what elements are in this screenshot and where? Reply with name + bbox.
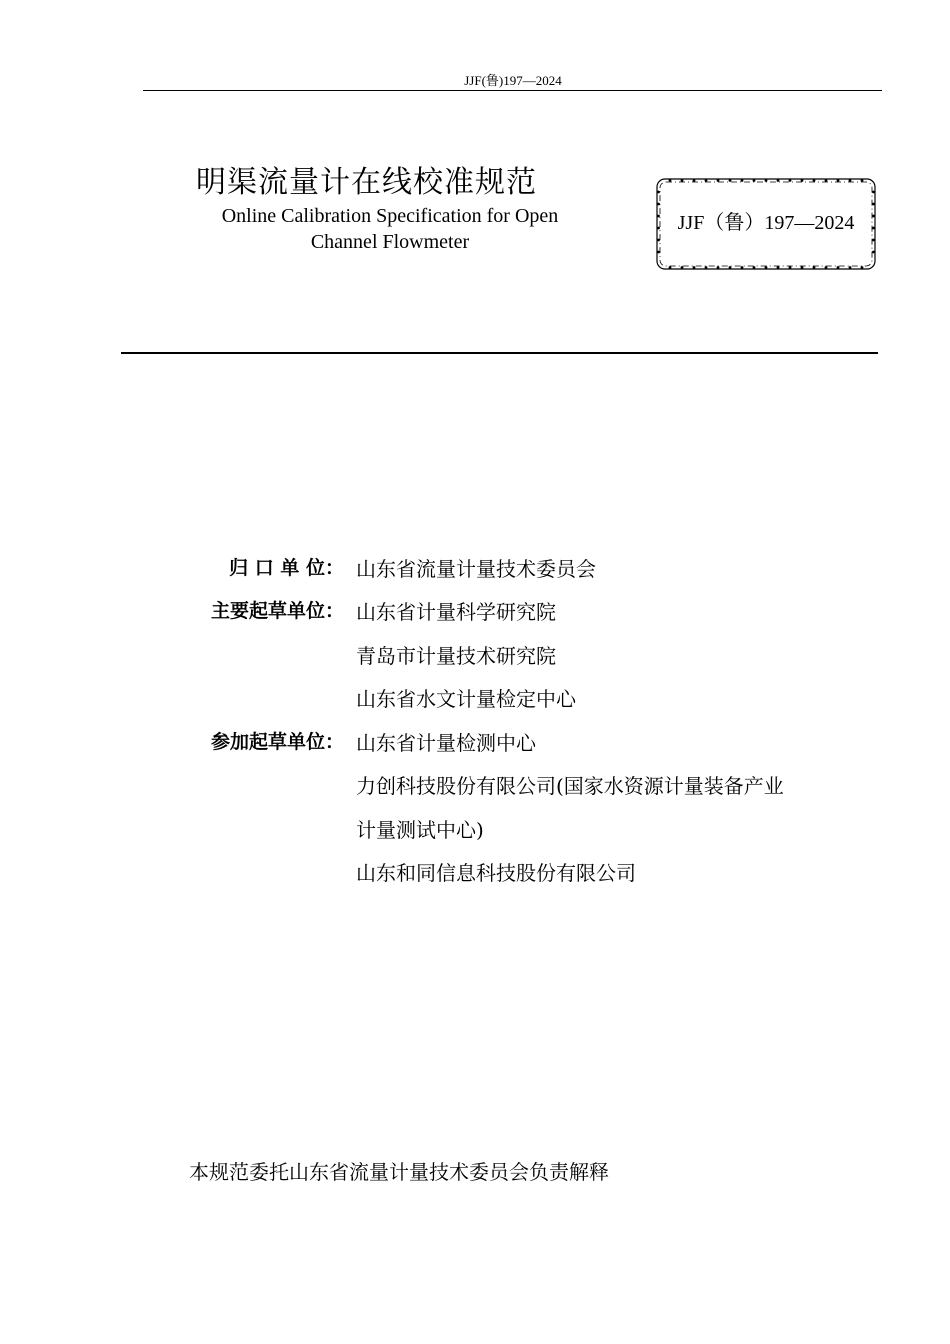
main-drafting-row xyxy=(0,640,950,684)
participating-unit: 计量测试中心) xyxy=(356,818,484,842)
border-dot xyxy=(669,266,672,269)
main-drafting-unit: 山东省计量科学研究院 xyxy=(356,600,556,624)
header-rule xyxy=(143,90,882,91)
border-dot xyxy=(861,179,864,182)
border-dot xyxy=(765,179,768,182)
border-dot xyxy=(837,266,840,269)
participating-unit: 力创科技股份有限公司(国家水资源计量装备产业 xyxy=(356,774,784,798)
responsible-unit-row xyxy=(0,553,950,597)
border-dot xyxy=(657,203,660,206)
standard-code-text: JJF（鲁）197—2024 xyxy=(677,212,855,234)
border-dot xyxy=(837,179,840,182)
border-dot xyxy=(801,266,804,269)
border-dot xyxy=(765,266,768,269)
border-dot xyxy=(813,266,816,269)
border-dot xyxy=(872,239,875,242)
border-dot xyxy=(693,266,696,269)
participating-row xyxy=(0,857,950,901)
border-dot xyxy=(657,251,660,254)
responsible-unit-label: 归 口 单 位： xyxy=(229,557,344,579)
header-standard-code: JJF(鲁)197—2024 xyxy=(464,73,562,88)
border-dot xyxy=(753,266,756,269)
border-dot xyxy=(861,266,864,269)
border-dot xyxy=(717,179,720,182)
border-dot xyxy=(681,266,684,269)
main-drafting-row xyxy=(0,683,950,727)
title-english-line-1: Online Calibration Specification for Open xyxy=(221,205,559,227)
responsible-unit-value: 山东省流量计量技术委员会 xyxy=(356,557,596,581)
main-rule xyxy=(121,352,878,354)
participating-unit: 山东和同信息科技股份有限公司 xyxy=(356,861,636,885)
border-dot xyxy=(849,179,852,182)
participating-unit: 山东省计量检测中心 xyxy=(356,731,536,755)
interpretation-note: 本规范委托山东省流量计量技术委员会负责解释 xyxy=(189,1160,609,1184)
main-drafting-unit: 山东省水文计量检定中心 xyxy=(356,687,576,711)
border-dot xyxy=(705,179,708,182)
border-dot xyxy=(657,191,660,194)
border-dot xyxy=(669,179,672,182)
border-dot xyxy=(789,179,792,182)
border-dot xyxy=(777,266,780,269)
participating-row xyxy=(0,814,950,858)
border-dot xyxy=(801,179,804,182)
border-dot xyxy=(681,179,684,182)
border-dot xyxy=(741,266,744,269)
border-dot xyxy=(813,179,816,182)
border-dot xyxy=(657,239,660,242)
border-dot xyxy=(753,179,756,182)
main-drafting-unit: 青岛市计量技术研究院 xyxy=(356,644,556,668)
participating-label: 参加起草单位： xyxy=(210,731,344,753)
document-title-english xyxy=(190,203,590,255)
standard-code-box xyxy=(654,176,878,272)
border-dot xyxy=(717,266,720,269)
border-dot xyxy=(825,179,828,182)
border-dot xyxy=(825,266,828,269)
border-dot xyxy=(729,266,732,269)
border-dot xyxy=(872,203,875,206)
border-dot xyxy=(872,191,875,194)
border-dot xyxy=(789,266,792,269)
main-drafting-label: 主要起草单位： xyxy=(210,600,344,622)
border-dot xyxy=(705,266,708,269)
title-english-line-2: Channel Flowmeter xyxy=(310,231,470,253)
document-title-chinese: 明渠流量计在线校准规范 xyxy=(196,165,537,200)
participating-row xyxy=(0,727,950,771)
border-dot xyxy=(849,266,852,269)
border-dot xyxy=(693,179,696,182)
main-drafting-row xyxy=(0,596,950,640)
border-dot xyxy=(872,251,875,254)
border-dot xyxy=(741,179,744,182)
border-dot xyxy=(729,179,732,182)
border-dot xyxy=(777,179,780,182)
participating-row xyxy=(0,770,950,814)
